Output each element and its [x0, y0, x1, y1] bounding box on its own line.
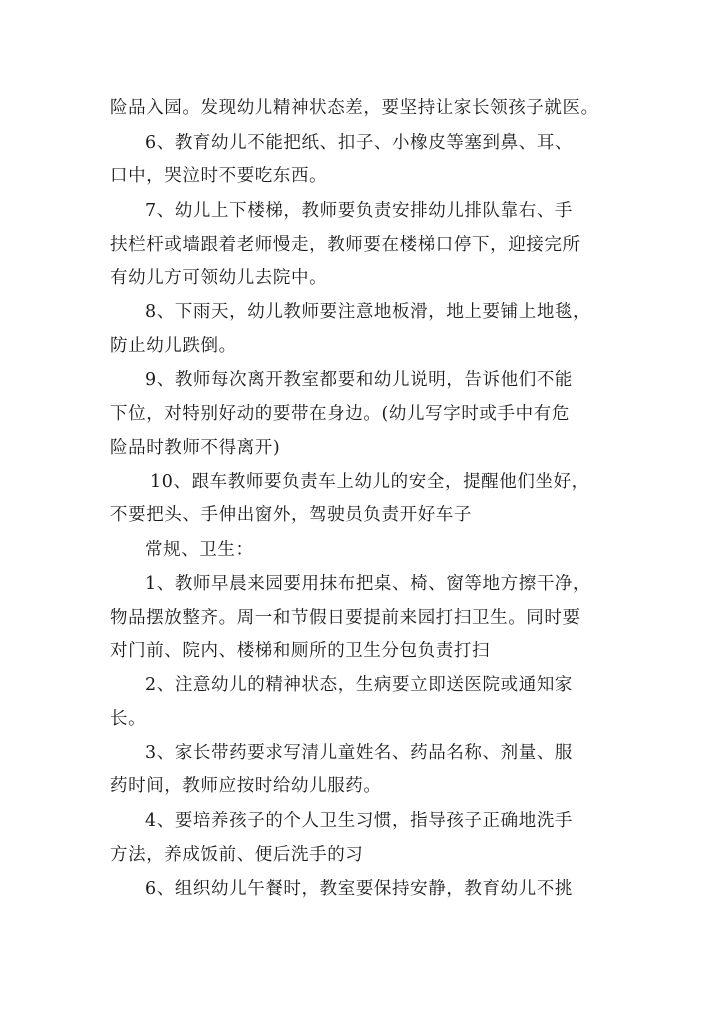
text-line: 扶栏杆或墙跟着老师慢走，教师要在楼梯口停下，迎接完所: [110, 235, 581, 255]
text-line: 不要把头、手伸出窗外，驾驶员负责开好车子: [110, 505, 472, 525]
text-line: 10、跟车教师要负责车上幼儿的安全，提醒他们坐好，: [150, 472, 590, 492]
section-heading: 常规、卫生：: [145, 540, 254, 560]
text-line: 药时间，教师应按时给幼儿服药。: [110, 776, 382, 796]
text-line: 7、幼儿上下楼梯，教师要负责安排幼儿排队靠右、手: [145, 201, 574, 221]
text-line: 长。: [110, 709, 147, 729]
text-line: 8、下雨天，幼儿教师要注意地板滑，地上要铺上地毯，: [145, 302, 592, 322]
text-line: 下位，对特别好动的要带在身边。(幼儿写字时或手中有危: [110, 404, 570, 424]
text-line: 防止幼儿跌倒。: [110, 336, 237, 356]
text-line: 3、家长带药要求写清儿童姓名、药品名称、剂量、服: [145, 743, 574, 763]
text-line: 有幼儿方可领幼儿去院中。: [110, 268, 328, 288]
text-line: 6、组织幼儿午餐时，教室要保持安静，教育幼儿不挑: [145, 879, 574, 899]
text-line: 4、要培养孩子的个人卫生习惯，指导孩子正确地洗手: [145, 811, 574, 831]
text-line: 险品时教师不得离开): [110, 438, 281, 458]
text-line: 6、教育幼儿不能把纸、扣子、小橡皮等塞到鼻、耳、: [145, 133, 574, 153]
text-line: 险品入园。发现幼儿精神状态差，要坚持让家长领孩子就医。: [110, 98, 599, 118]
text-line: 9、教师每次离开教室都要和幼儿说明，告诉他们不能: [145, 370, 574, 390]
text-line: 方法，养成饭前、便后洗手的习: [110, 845, 364, 865]
text-line: 对门前、院内、楼梯和厕所的卫生分包负责打扫: [110, 641, 491, 661]
text-line: 口中，哭泣时不要吃东西。: [110, 166, 328, 186]
text-line: 物品摆放整齐。周一和节假日要提前来园打扫卫生。同时要: [110, 608, 581, 628]
text-line: 1、教师早晨来园要用抹布把桌、椅、窗等地方擦干净，: [145, 574, 592, 594]
text-line: 2、注意幼儿的精神状态，生病要立即送医院或通知家: [145, 675, 574, 695]
